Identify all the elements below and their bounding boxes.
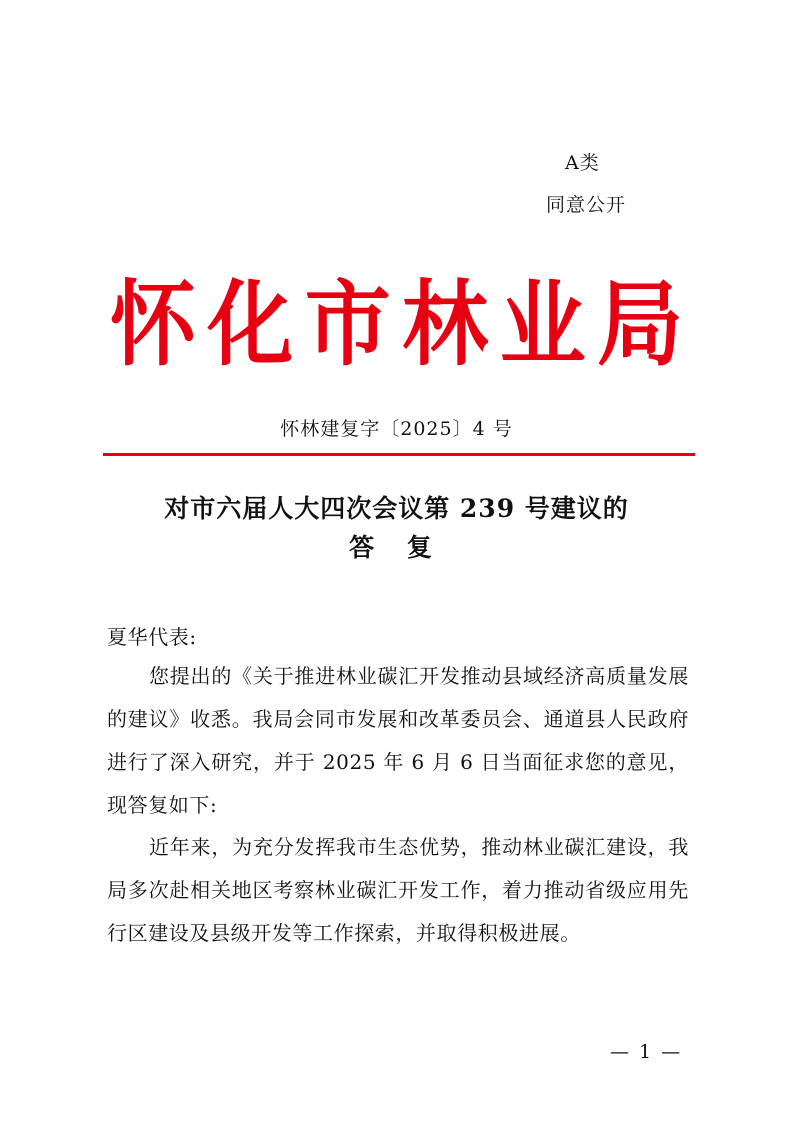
- body-paragraph: 您提出的《关于推进林业碳汇开发推动县域经济高质量发展的建议》收悉。我局会同市发展和改革委员会、通道县人民政府进行了深入研究，并于 2025 年 6 月 6 日当面征求您的意见，现答复如下:: [107, 664, 689, 817]
- header-divider: [103, 453, 695, 456]
- body-paragraph: 近年来，为充分发挥我市生态优势，推动林业碳汇建设，我局多次赴相关地区考察林业碳汇开发工作，着力推动省级应用先行区建设及县级开发等工作探索，并取得积极进展。: [107, 835, 689, 945]
- document-number: 怀林建复字〔2025〕4 号: [280, 418, 513, 440]
- organization-char: 林: [402, 271, 489, 379]
- document-title: 对市六届人大四次会议第 239 号建议的: [164, 494, 629, 523]
- document-category-label: A类: [565, 152, 600, 174]
- salutation: 夏华代表:: [107, 625, 197, 649]
- organization-char: 化: [207, 271, 294, 379]
- organization-char: 业: [499, 271, 586, 379]
- organization-char: 市: [304, 271, 391, 379]
- page-number: — 1 —: [610, 1041, 683, 1063]
- organization-header: [110, 270, 683, 380]
- document-subtitle: 答 复: [349, 533, 444, 562]
- organization-char: 怀: [110, 271, 196, 379]
- disclosure-label: 同意公开: [546, 194, 627, 216]
- organization-char: 局: [596, 271, 683, 379]
